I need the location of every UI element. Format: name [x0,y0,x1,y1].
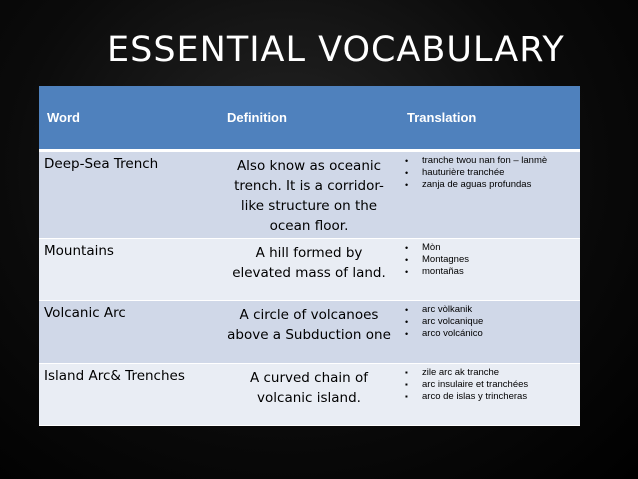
table-row [39,151,580,239]
definition-cell: A hill formed by elevated mass of land. [219,239,399,301]
list-item [403,328,576,340]
bullet-icon: • [405,168,409,178]
translation-text: tranche twou nan fon – lanmè [422,155,548,166]
bullet-icon: • [405,329,409,339]
translation-cell [399,151,580,239]
definition-cell: A curved chain of volcanic island. [219,364,399,426]
bullet-icon: • [405,255,409,265]
square-bullet-icon: ▪ [405,392,408,401]
translation-text: Montagnes [422,254,470,265]
bullet-icon: • [405,317,409,327]
slide-title: ESSENTIAL VOCABULARY [107,30,565,70]
square-bullet-icon: ▪ [405,380,408,389]
translation-text: hauturière tranchée [422,167,505,178]
list-item [403,266,576,278]
table-row [39,301,580,364]
translation-list [403,304,576,340]
list-item [403,179,576,191]
list-item [403,316,576,328]
table-header-row [39,86,580,151]
list-item [403,391,576,403]
word-cell: Volcanic Arc [39,301,219,364]
translation-cell [399,301,580,364]
header-word: Word [39,86,219,151]
list-item [403,167,576,179]
definition-cell: Also know as oceanic trench. It is a corridor-like structure on the ocean floor. [219,151,399,239]
bullet-icon: • [405,180,409,190]
translation-text: arc insulaire et tranchées [422,379,529,390]
bullet-icon: • [405,243,409,253]
translation-text: arco volcánico [422,328,483,339]
square-bullet-icon: ▪ [405,368,408,377]
table-row [39,239,580,301]
translation-list [403,242,576,278]
translation-text: arco de islas y trincheras [422,391,528,402]
translation-cell [399,239,580,301]
bullet-icon: • [405,305,409,315]
definition-cell: A circle of volcanoes above a Subduction one [219,301,399,364]
list-item [403,304,576,316]
translation-text: Mòn [422,242,441,253]
translation-text: arc vòlkanik [422,304,473,315]
table-row [39,364,580,426]
translation-list [403,367,576,403]
word-cell: Mountains [39,239,219,301]
word-cell: Island Arc& Trenches [39,364,219,426]
translation-text: zanja de aguas profundas [422,179,532,190]
list-item [403,155,576,167]
vocabulary-table [39,86,580,426]
list-item [403,254,576,266]
list-item [403,367,576,379]
list-item [403,379,576,391]
translation-cell [399,364,580,426]
translation-text: zile arc ak tranche [422,367,500,378]
word-cell: Deep-Sea Trench [39,151,219,239]
bullet-icon: • [405,267,409,277]
list-item [403,242,576,254]
translation-text: arc volcanique [422,316,484,327]
bullet-icon: • [405,156,409,166]
translation-text: montañas [422,266,464,277]
header-translation: Translation [399,86,580,151]
header-definition: Definition [219,86,399,151]
translation-list [403,155,576,191]
